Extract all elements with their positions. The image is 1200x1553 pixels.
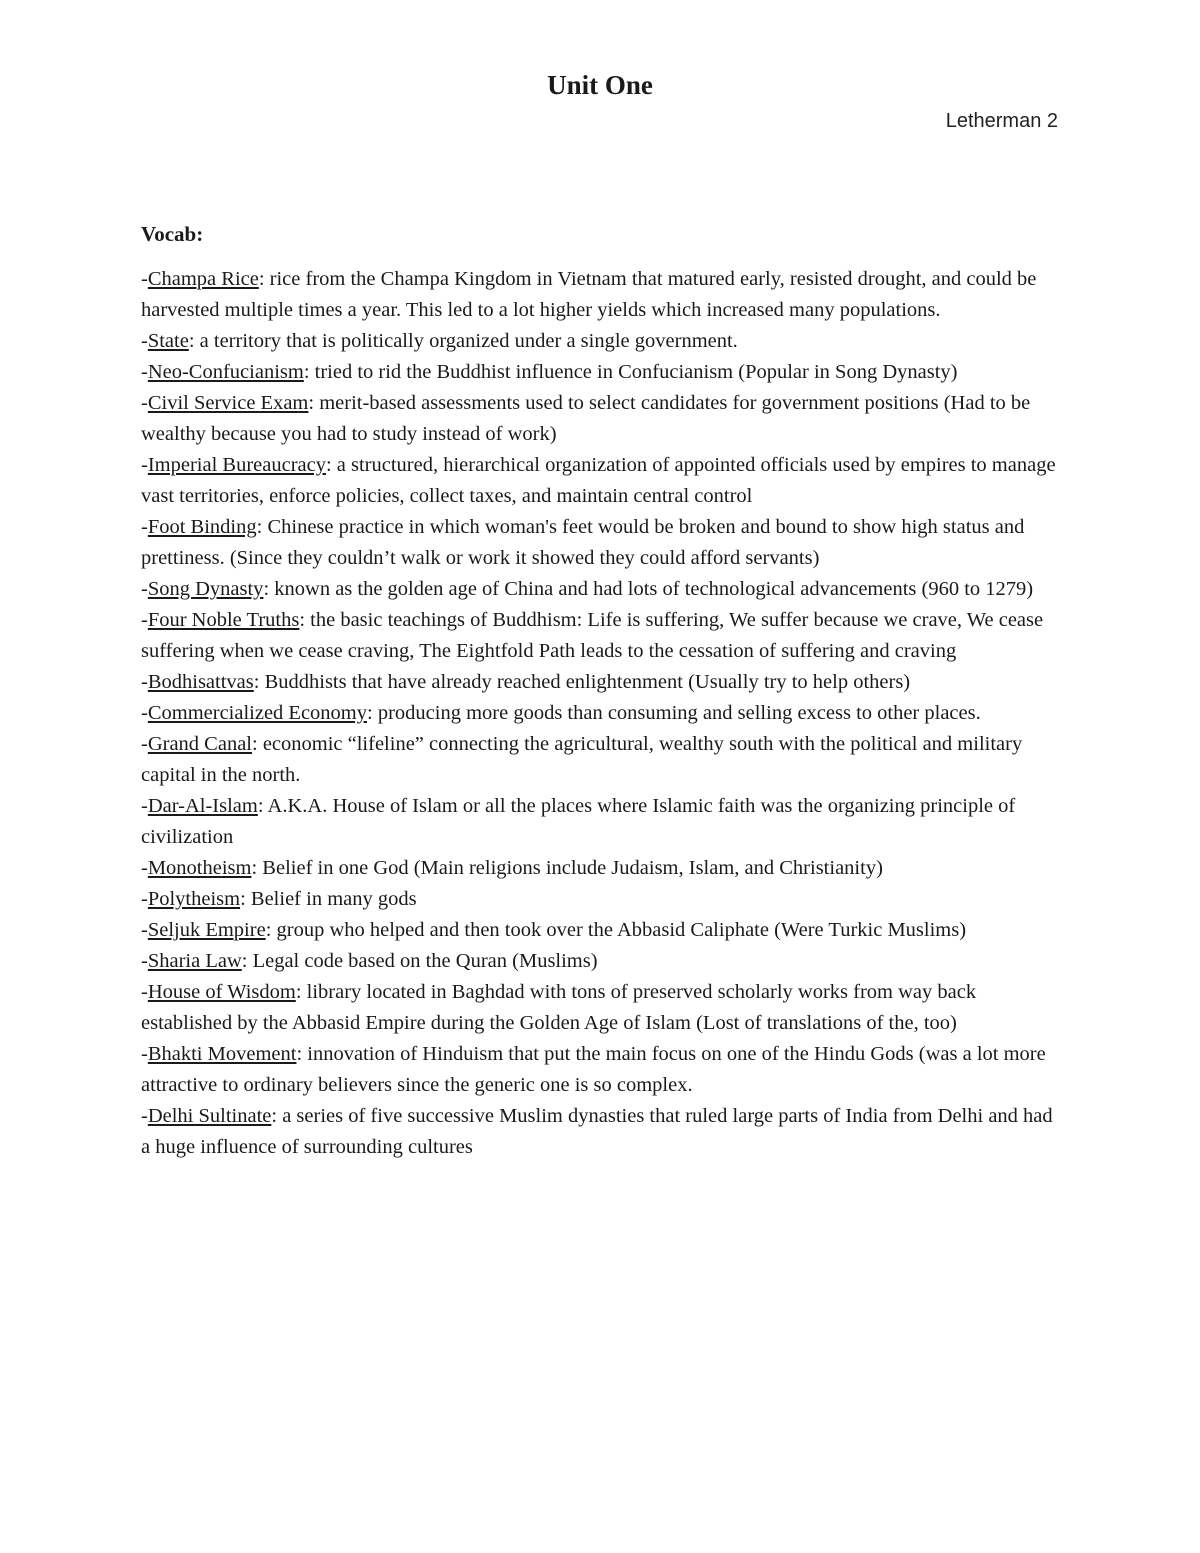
vocab-definition: : innovation of Hinduism that put the main focus on one of the Hindu Gods (was a lot more attractive to ordinary believers since the generic one is so complex.	[141, 1043, 1046, 1096]
vocab-definition: : Legal code based on the Quran (Muslims)	[241, 950, 598, 972]
vocab-definition: : Belief in many gods	[240, 888, 417, 910]
vocab-term: Song Dynasty	[147, 578, 264, 600]
vocab-entry: -Foot Binding: Chinese practice in which woman's feet would be broken and bound to show high status and prettiness. (Since they couldn’t walk or work it showed they could afford servants)	[141, 516, 1025, 569]
author-header: Letherman 2	[945, 110, 1058, 132]
vocab-term: Monotheism	[147, 857, 252, 879]
vocab-entry: -Neo-Confucianism: tried to rid the Buddhist influence in Confucianism (Popular in Song Dynasty)	[141, 361, 958, 383]
vocab-term: Champa Rice	[147, 268, 259, 290]
vocab-term: Civil Service Exam	[147, 392, 309, 414]
vocab-entry: -Bodhisattvas: Buddhists that have already reached enlightenment (Usually try to help others)	[141, 671, 911, 693]
vocab-definition: : group who helped and then took over the Abbasid Caliphate (Were Turkic Muslims)	[265, 919, 967, 941]
vocab-entry: -Delhi Sultinate: a series of five successive Muslim dynasties that ruled large parts of India from Delhi and had a huge influence of surrounding cultures	[141, 1105, 1053, 1158]
vocab-definition: : the basic teachings of Buddhism: Life is suffering, We suffer because we crave, We cease suffering when we cease craving, The Eightfold Path leads to the cessation of suffering and craving	[141, 609, 1044, 662]
vocab-term: Seljuk Empire	[147, 919, 266, 941]
page-title: Unit One	[547, 70, 653, 100]
vocab-term: Bhakti Movement	[147, 1043, 297, 1065]
vocab-entry: -Dar-Al-Islam: A.K.A. House of Islam or all the places where Islamic faith was the organizing principle of civilization	[141, 795, 1016, 848]
vocab-entry: -Commercialized Economy: producing more goods than consuming and selling excess to other places.	[141, 702, 981, 724]
vocab-term: Imperial Bureaucracy	[147, 454, 326, 476]
vocab-definition: : rice from the Champa Kingdom in Vietnam that matured early, resisted drought, and could be harvested multiple times a year. This led to a lot higher yields which increased many populations.	[141, 268, 1037, 321]
vocab-term: Commercialized Economy	[147, 702, 367, 724]
vocab-entry: -Sharia Law: Legal code based on the Quran (Muslims)	[141, 950, 598, 972]
vocab-definition: : Chinese practice in which woman's feet would be broken and bound to show high status and prettiness. (Since they couldn’t walk or work it showed they could afford servants)	[141, 516, 1025, 569]
vocab-definition: : tried to rid the Buddhist influence in Confucianism (Popular in Song Dynasty)	[303, 361, 958, 383]
vocab-entry: -Grand Canal: economic “lifeline” connecting the agricultural, wealthy south with the political and military capital in the north.	[141, 733, 1023, 786]
vocab-entry: -Imperial Bureaucracy: a structured, hierarchical organization of appointed officials used by empires to manage vast territories, enforce policies, collect taxes, and maintain central control	[141, 454, 1056, 507]
vocab-entry: -Civil Service Exam: merit-based assessments used to select candidates for government positions (Had to be wealthy because you had to study instead of work)	[141, 392, 1031, 445]
vocab-entry: -Bhakti Movement: innovation of Hinduism that put the main focus on one of the Hindu Gods (was a lot more attractive to ordinary believers since the generic one is so complex.	[141, 1043, 1046, 1096]
vocab-definition: : a series of five successive Muslim dynasties that ruled large parts of India from Delhi and had a huge influence of surrounding cultures	[141, 1105, 1053, 1158]
vocab-entry: -Seljuk Empire: group who helped and then took over the Abbasid Caliphate (Were Turkic Muslims)	[141, 919, 967, 941]
vocab-entry: -State: a territory that is politically organized under a single government.	[141, 330, 738, 352]
vocab-entry: -Monotheism: Belief in one God (Main religions include Judaism, Islam, and Christianity)	[141, 857, 883, 879]
vocab-definition: : known as the golden age of China and had lots of technological advancements (960 to 1279)	[263, 578, 1034, 600]
vocab-entry: -Song Dynasty: known as the golden age of China and had lots of technological advancements (960 to 1279)	[141, 578, 1034, 600]
vocab-definition: : A.K.A. House of Islam or all the places where Islamic faith was the organizing principle of civilization	[141, 795, 1016, 848]
vocab-definition: : library located in Baghdad with tons of preserved scholarly works from way back established by the Abbasid Empire during the Golden Age of Islam (Lost of translations of the, too)	[141, 981, 977, 1034]
vocab-entry: -House of Wisdom: library located in Baghdad with tons of preserved scholarly works from way back established by the Abbasid Empire during the Golden Age of Islam (Lost of translations of the, too)	[141, 981, 977, 1034]
vocab-entry: -Four Noble Truths: the basic teachings of Buddhism: Life is suffering, We suffer because we crave, We cease suffering when we cease craving, The Eightfold Path leads to the cessation of suffering and craving	[141, 609, 1044, 662]
vocab-definition: : Buddhists that have already reached enlightenment (Usually try to help others)	[253, 671, 911, 693]
vocab-term: House of Wisdom	[147, 981, 296, 1003]
vocab-term: Four Noble Truths	[147, 609, 300, 631]
vocab-definition: : merit-based assessments used to select candidates for government positions (Had to be wealthy because you had to study instead of work)	[141, 392, 1031, 445]
vocab-heading: Vocab:	[141, 222, 204, 246]
vocab-term: Delhi Sultinate	[147, 1105, 272, 1127]
vocab-term: State	[147, 330, 189, 352]
vocab-term: Neo-Confucianism	[147, 361, 304, 383]
vocab-list	[141, 264, 1066, 1163]
vocab-term: Dar-Al-Islam	[147, 795, 258, 817]
vocab-term: Polytheism	[147, 888, 241, 910]
vocab-term: Sharia Law	[147, 950, 242, 972]
vocab-term: Grand Canal	[147, 733, 252, 755]
vocab-definition: : economic “lifeline” connecting the agricultural, wealthy south with the political and military capital in the north.	[141, 733, 1023, 786]
vocab-definition: : a structured, hierarchical organization of appointed officials used by empires to manage vast territories, enforce policies, collect taxes, and maintain central control	[141, 454, 1056, 507]
vocab-definition: : a territory that is politically organized under a single government.	[188, 330, 738, 352]
vocab-definition: : Belief in one God (Main religions include Judaism, Islam, and Christianity)	[251, 857, 883, 879]
vocab-term: Bodhisattvas	[147, 671, 254, 693]
vocab-definition: : producing more goods than consuming and selling excess to other places.	[367, 702, 981, 724]
vocab-term: Foot Binding	[147, 516, 257, 538]
vocab-entry: -Champa Rice: rice from the Champa Kingdom in Vietnam that matured early, resisted drought, and could be harvested multiple times a year. This led to a lot higher yields which increased many populations.	[141, 268, 1037, 321]
vocab-entry: -Polytheism: Belief in many gods	[141, 888, 417, 910]
